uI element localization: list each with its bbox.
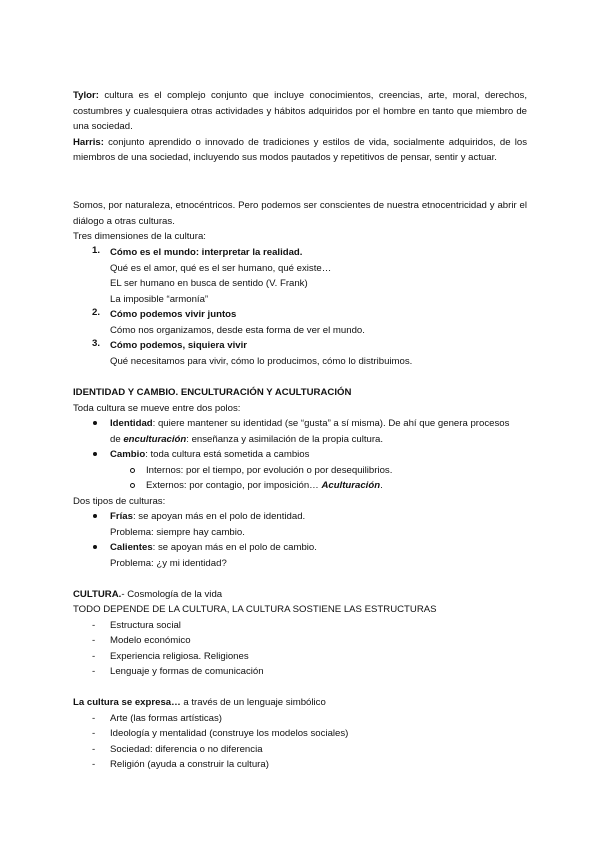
sub-bullet — [130, 463, 135, 479]
frias-text: : se apoyan más en el polo de identidad. — [132, 511, 306, 522]
cambio-line — [110, 447, 309, 463]
etnocentrismo-paragraph — [73, 198, 527, 229]
identidad-line — [110, 416, 509, 432]
bullet — [93, 540, 101, 552]
identidad-label: Identidad — [110, 418, 153, 429]
enculturacion-term: enculturación — [123, 434, 187, 445]
list-number: 1. — [92, 245, 101, 256]
cambio-label: Cambio — [110, 449, 146, 460]
cultura-label: CULTURA. — [73, 589, 122, 600]
bullet — [93, 509, 101, 521]
dash: - — [92, 620, 96, 631]
calientes-line — [110, 540, 317, 556]
frias-line — [110, 509, 305, 525]
list-item: Experiencia religiosa. Religiones — [110, 651, 249, 662]
dimension-line: Qué es el amor, qué es el ser humano, qué existe… — [110, 263, 332, 274]
harris-label: Harris: — [73, 136, 104, 148]
text: Externos: por contagio, por imposición… — [146, 480, 322, 491]
section-heading: IDENTIDAD Y CAMBIO. ENCULTURACIÓN Y ACULTURACIÓN — [73, 387, 352, 398]
harris-text: conjunto aprendido o innovado de tradiciones y estilos de vida, socialmente adquiridos, de los miembros de una sociedad, incluyendo sus modos pautados y repetitivos de pensar, sentir y actuar. — [73, 136, 527, 163]
list-item: Sociedad: diferencia o no diferencia — [110, 744, 263, 755]
list-item: Modelo económico — [110, 635, 191, 646]
dash: - — [92, 651, 96, 662]
dash: - — [92, 635, 96, 646]
list-item: Lenguaje y formas de comunicación — [110, 666, 264, 677]
list-item: Religión (ayuda a construir la cultura) — [110, 759, 269, 770]
tylor-definition — [73, 88, 527, 135]
frias-problem: Problema: siempre hay cambio. — [110, 527, 245, 538]
identidad-text: : quiere mantener su identidad (se “gusta” a sí misma). De ahí que genera procesos — [152, 418, 510, 429]
bullet — [93, 416, 101, 428]
tylor-label: Tylor: — [73, 90, 99, 101]
internos-line: Internos: por el tiempo, por evolución o por desequilibrios. — [146, 465, 393, 476]
dash: - — [92, 744, 96, 755]
tipos-title: Dos tipos de culturas: — [73, 496, 166, 507]
list-item: Ideología y mentalidad (construye los modelos sociales) — [110, 728, 349, 739]
calientes-label: Calientes — [110, 542, 153, 553]
cultura-heading — [73, 587, 222, 603]
dimension-title: Cómo podemos vivir juntos — [110, 309, 237, 320]
harris-definition — [73, 135, 527, 166]
aculturacion-term: Aculturación — [321, 480, 381, 491]
sub-bullet — [130, 478, 135, 494]
dimension-title: Cómo es el mundo: interpretar la realidad. — [110, 247, 303, 258]
frias-label: Frías — [110, 511, 133, 522]
dash: - — [92, 728, 96, 739]
dimensiones-title: Tres dimensiones de la cultura: — [73, 231, 206, 242]
cultura-subtitle: - Cosmología de la vida — [121, 589, 223, 600]
dimension-line: Cómo nos organizamos, desde esta forma de ver el mundo. — [110, 325, 365, 336]
dash: - — [92, 666, 96, 677]
etnocentrismo-text: Somos, por naturaleza, etnocéntricos. Pero podemos ser conscientes de nuestra etnocentricidad y abrir el diálogo a otras culturas. — [73, 200, 527, 227]
expresa-text: a través de un lenguaje simbólico — [180, 697, 326, 708]
enculturacion-line — [110, 432, 383, 448]
bullet — [93, 447, 101, 459]
text: : enseñanza y asimilación de la propia cultura. — [186, 434, 384, 445]
dimension-line: La imposible “armonía” — [110, 294, 209, 305]
text: de — [110, 434, 124, 445]
definitions — [73, 88, 527, 166]
dash: - — [92, 713, 96, 724]
polos-intro: Toda cultura se mueve entre dos polos: — [73, 403, 241, 414]
todo-depende: TODO DEPENDE DE LA CULTURA, LA CULTURA SOSTIENE LAS ESTRUCTURAS — [73, 604, 437, 615]
list-item: Estructura social — [110, 620, 181, 631]
cambio-text: : toda cultura está sometida a cambios — [145, 449, 310, 460]
text: . — [380, 480, 383, 491]
list-item: Arte (las formas artísticas) — [110, 713, 222, 724]
dash: - — [92, 759, 96, 770]
list-number: 2. — [92, 307, 101, 318]
tylor-text: cultura es el complejo conjunto que incluye conocimientos, creencias, arte, moral, derechos, costumbres y cualesquiera otras actividades y hábitos adquiridos por el hombre en tanto que miembro de una sociedad. — [73, 90, 527, 132]
calientes-problem: Problema: ¿y mi identidad? — [110, 558, 227, 569]
expresa-heading — [73, 695, 326, 711]
externos-line — [146, 478, 383, 494]
dimension-line: Qué necesitamos para vivir, cómo lo producimos, cómo lo distribuimos. — [110, 356, 413, 367]
list-number: 3. — [92, 338, 101, 349]
calientes-text: : se apoyan más en el polo de cambio. — [152, 542, 317, 553]
expresa-label: La cultura se expresa… — [73, 697, 181, 708]
dimension-title: Cómo podemos, siquiera vivir — [110, 340, 248, 351]
dimension-line: EL ser humano en busca de sentido (V. Frank) — [110, 278, 308, 289]
